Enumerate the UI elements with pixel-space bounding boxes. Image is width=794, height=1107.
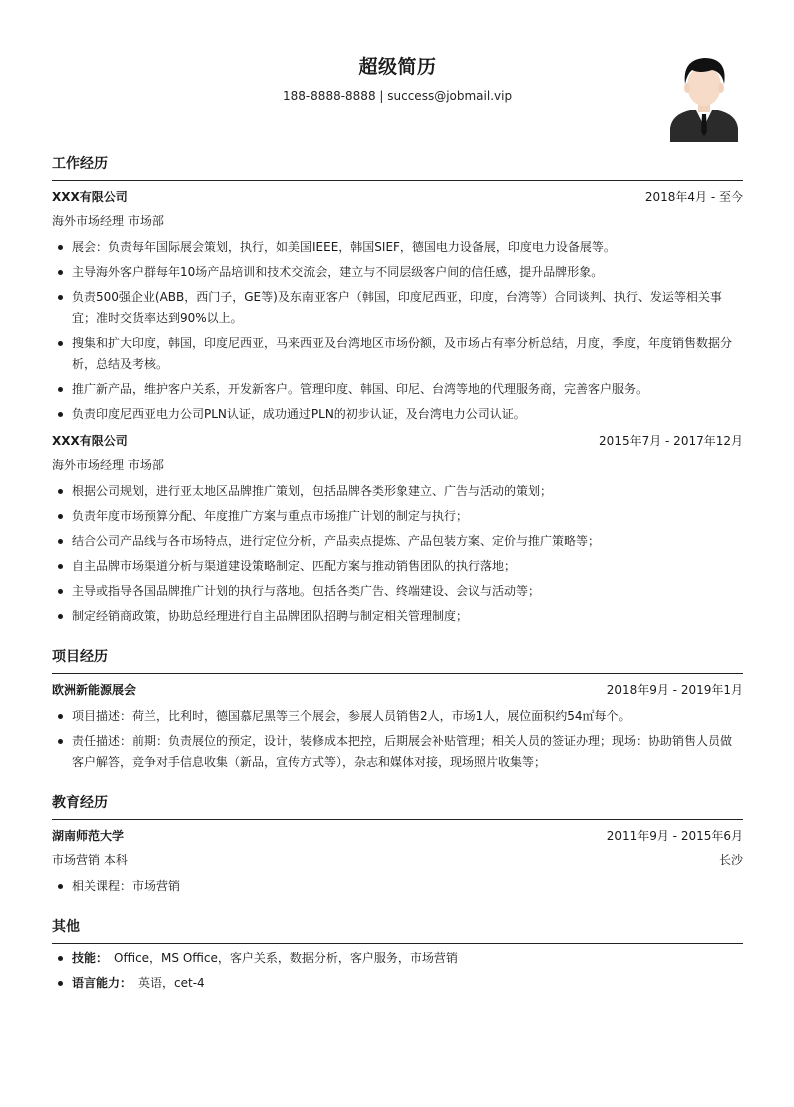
list-item: 推广新产品，维护客户关系，开发新客户。管理印度、韩国、印尼、台湾等地的代理服务商，完善客户服务。 xyxy=(52,379,743,400)
work-entry xyxy=(52,185,743,425)
contact-info: 188-8888-8888 | success@jobmail.vip xyxy=(282,89,513,103)
date-range: 2018年9月 - 2019年1月 xyxy=(606,683,743,697)
job-role xyxy=(52,209,743,233)
list-item: 负责年度市场预算分配、年度推广方案与重点市场推广计划的制定与执行； xyxy=(52,506,743,527)
list-item: 自主品牌市场渠道分析与渠道建设策略制定、匹配方案与推动销售团队的执行落地； xyxy=(52,556,743,577)
bullet-list xyxy=(52,237,743,425)
list-item: 搜集和扩大印度，韩国，印度尼西亚，马来西亚及台湾地区市场份额，及市场占有率分析总结，月度，季度，年度销售数据分析，总结及考核。 xyxy=(52,333,743,375)
work-section-title: 工作经历 xyxy=(52,154,743,181)
job-role xyxy=(52,453,743,477)
list-item: 展会：负责每年国际展会策划，执行，如美国IEEE，韩国SIEF，德国电力设备展，印度电力设备展等。 xyxy=(52,237,743,258)
education-detail xyxy=(52,848,743,872)
list-item: 项目描述：荷兰，比利时，德国慕尼黑等三个展会，参展人员销售2人，市场1人，展位面积约54㎡每个。 xyxy=(52,706,743,727)
language-value: 英语，cet-4 xyxy=(138,976,205,990)
list-item: 负责印度尼西亚电力公司PLN认证，成功通过PLN的初步认证，及台湾电力公司认证。 xyxy=(52,404,743,425)
date-range: 2011年9月 - 2015年6月 xyxy=(606,829,743,843)
company-name: XXX有限公司 xyxy=(52,190,128,204)
language-label: 语言能力： xyxy=(72,976,133,990)
company-name: XXX有限公司 xyxy=(52,434,128,448)
project-header xyxy=(52,678,743,702)
bullet-list xyxy=(52,706,743,773)
list-item: 主导或指导各国品牌推广计划的执行与落地。包括各类广告、终端建设、会议与活动等； xyxy=(52,581,743,602)
resume-name: 超级简历 xyxy=(358,56,437,78)
work-entry xyxy=(52,429,743,627)
list-item: 根据公司规划，进行亚太地区品牌推广策划，包括品牌各类形象建立、广告与活动的策划； xyxy=(52,481,743,502)
list-item: 相关课程：市场营销 xyxy=(52,876,743,897)
skills-value: Office，MS Office，客户关系，数据分析，客户服务，市场营销 xyxy=(114,951,458,965)
list-item: 制定经销商政策，协助总经理进行自主品牌团队招聘与制定相关管理制度； xyxy=(52,606,743,627)
date-range: 2015年7月 - 2017年12月 xyxy=(599,434,743,448)
project-section-title: 项目经历 xyxy=(52,647,743,674)
list-item: 结合公司产品线与各市场特点，进行定位分析，产品卖点提炼、产品包装方案、定价与推广策略等； xyxy=(52,531,743,552)
other-section-title: 其他 xyxy=(52,917,743,944)
resume-header xyxy=(52,0,743,150)
bullet-list xyxy=(52,876,743,897)
list-item: 责任描述：前期：负责展位的预定，设计，装修成本把控，后期展会补贴管理；相关人员的签证办理；现场：协助销售人员做客户解答，竞争对手信息收集（新品，宣传方式等），杂志和媒体对接，现场照片收集等； xyxy=(52,731,743,773)
education-header xyxy=(52,824,743,848)
work-entry-header xyxy=(52,185,743,209)
resume-page xyxy=(52,0,743,998)
bullet-list xyxy=(52,481,743,627)
work-section xyxy=(52,154,743,627)
role-text: 海外市场经理 市场部 xyxy=(52,214,164,228)
major-text: 市场营销 本科 xyxy=(52,853,128,867)
project-section xyxy=(52,647,743,773)
work-entry-header xyxy=(52,429,743,453)
location-text: 长沙 xyxy=(718,853,743,867)
role-text: 海外市场经理 市场部 xyxy=(52,458,164,472)
project-name: 欧洲新能源展会 xyxy=(52,683,137,697)
list-item: 负责500强企业(ABB，西门子，GE等)及东南亚客户（韩国，印度尼西亚，印度，台湾等）合同谈判、执行、发运等相关事宜；准时交货率达到90%以上。 xyxy=(52,287,743,329)
list-item xyxy=(52,973,743,994)
other-section xyxy=(52,917,743,994)
list-item: 主导海外客户群每年10场产品培训和技术交流会，建立与不同层级客户间的信任感，提升品牌形象。 xyxy=(52,262,743,283)
school-name: 湖南师范大学 xyxy=(52,829,125,843)
list-item xyxy=(52,948,743,969)
education-section xyxy=(52,793,743,897)
bullet-list xyxy=(52,948,743,994)
date-range: 2018年4月 - 至今 xyxy=(644,190,743,204)
avatar-icon xyxy=(666,52,742,142)
skills-label: 技能： xyxy=(72,951,109,965)
education-section-title: 教育经历 xyxy=(52,793,743,820)
